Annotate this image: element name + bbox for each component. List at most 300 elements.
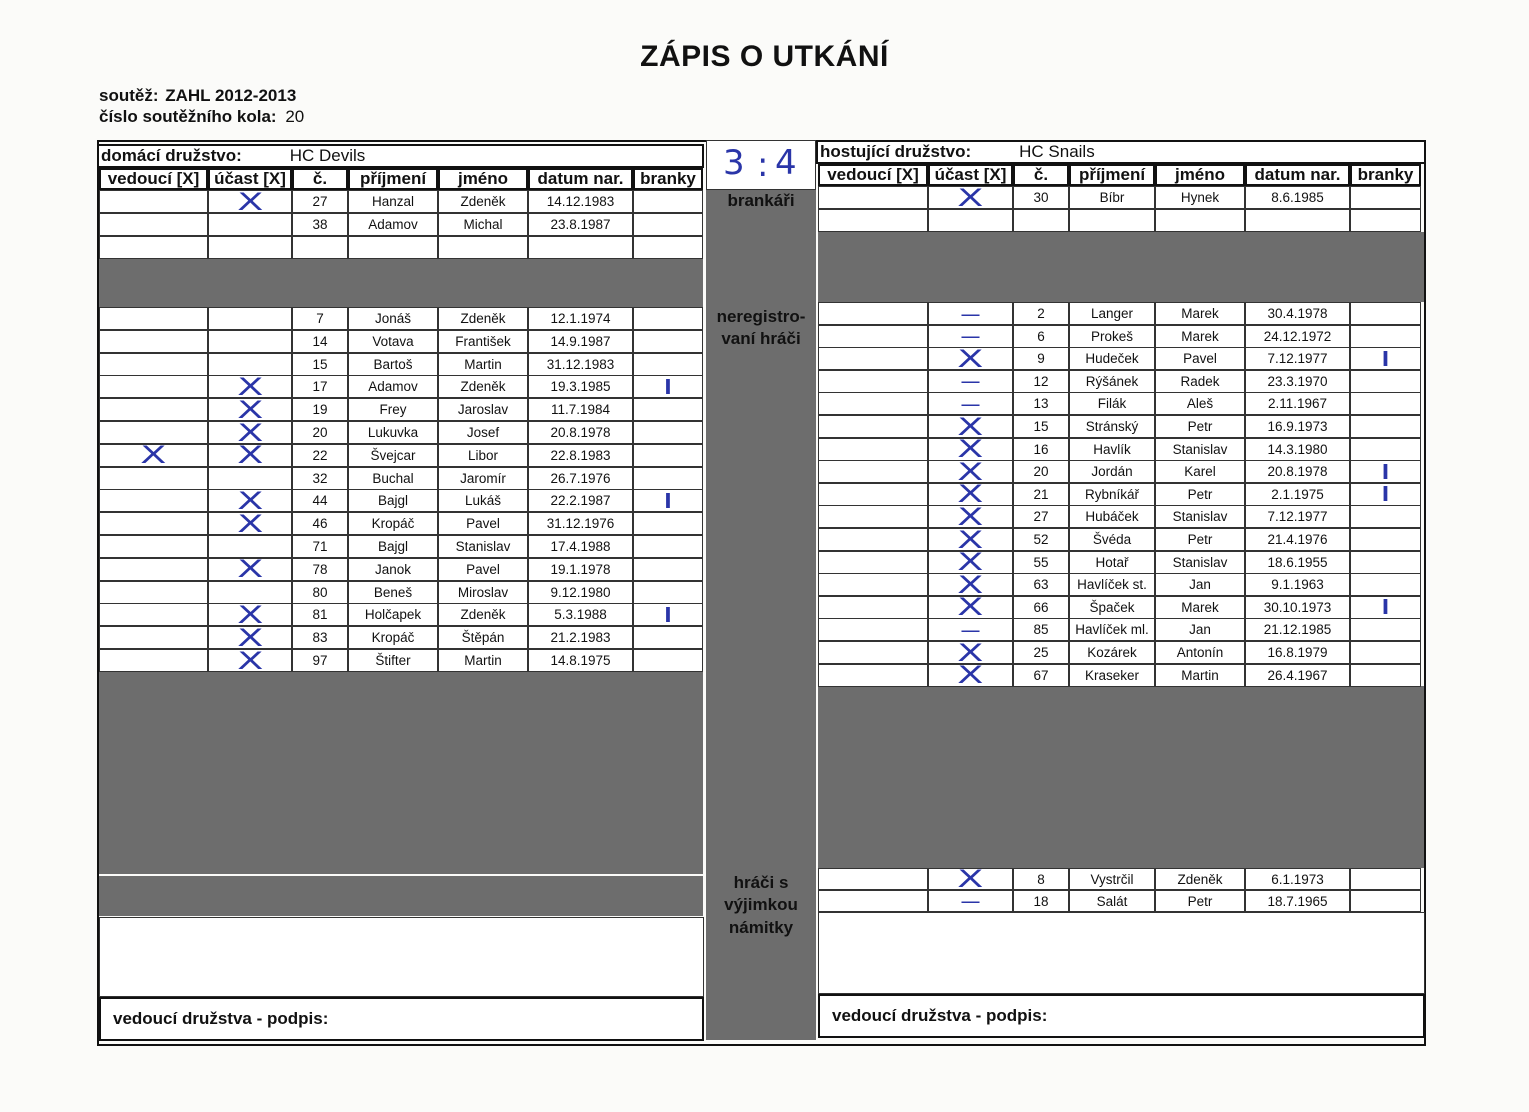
home-signature-box[interactable] [99, 997, 704, 1041]
away-players-goals[interactable] [1350, 302, 1421, 325]
handwritten-mark: — [960, 324, 981, 348]
away-players-number: 15 [1013, 415, 1069, 438]
unregistered-label: neregistro-vaní hráči [716, 307, 806, 348]
round-label: číslo soutěžního kola: [99, 107, 277, 126]
home-players-birth-date: 17.4.1988 [528, 535, 633, 558]
score-box [706, 140, 816, 190]
home-players-first-name: Josef [438, 421, 528, 444]
home-players-goals[interactable] [633, 581, 703, 604]
handwritten-mark: X [236, 626, 264, 650]
home-goalies-leader[interactable] [99, 190, 208, 213]
away-players-first-name: Stanislav [1155, 438, 1245, 461]
away-players-goals[interactable] [1350, 596, 1421, 619]
away-signature-label: vedoucí družstva - podpis: [832, 1006, 1048, 1025]
away-players-participation[interactable] [928, 302, 1013, 325]
away-players-leader[interactable] [818, 415, 928, 438]
handwritten-mark: X [236, 443, 264, 467]
away-goalie-empty-goals[interactable] [1350, 209, 1421, 232]
home-players-participation[interactable] [208, 353, 292, 376]
home-players-leader[interactable] [99, 581, 208, 604]
home-players-leader[interactable] [99, 603, 208, 626]
away-players-birth-date: 24.12.1972 [1245, 325, 1350, 348]
away-players-surname: Kraseker [1069, 664, 1155, 687]
score-home: 3 [723, 143, 745, 183]
objections-label: námitky [728, 918, 794, 937]
away-players-goals[interactable] [1350, 618, 1421, 641]
handwritten-mark: — [960, 302, 981, 325]
handwritten-mark: X [236, 398, 264, 422]
home-players-birth-date: 22.8.1983 [528, 444, 633, 467]
away-exception_players-first-name: Petr [1155, 890, 1245, 912]
home-header-birth-date: datum nar. [528, 168, 633, 190]
away-players-first-name: Karel [1155, 460, 1245, 483]
handwritten-mark: X [236, 421, 264, 444]
away-exception_players-participation[interactable] [928, 890, 1013, 912]
home-gray-band [99, 259, 703, 307]
away-players-number: 16 [1013, 438, 1069, 461]
away-players-goals[interactable] [1350, 483, 1421, 506]
home-players-first-name: Libor [438, 444, 528, 467]
home-players-goals[interactable] [633, 603, 703, 626]
away-players-surname: Prokeš [1069, 325, 1155, 348]
home-goalies-birth-date: 14.12.1983 [528, 190, 633, 213]
away-players-birth-date: 21.12.1985 [1245, 618, 1350, 641]
home-players-first-name: Zdeněk [438, 603, 528, 626]
home-goalie-empty-birth-date[interactable] [528, 236, 633, 259]
handwritten-mark: X [957, 347, 984, 371]
home-players-goals[interactable] [633, 353, 703, 376]
home-players-leader[interactable] [99, 649, 208, 672]
home-players-goals[interactable] [633, 467, 703, 490]
home-players-surname: Adamov [348, 375, 438, 398]
away-players-surname: Hudeček [1069, 347, 1155, 370]
handwritten-mark: I [664, 375, 672, 399]
away-players-participation[interactable] [928, 392, 1013, 415]
away-gray-band [818, 232, 1424, 302]
away-players-surname: Langer [1069, 302, 1155, 325]
handwritten-mark: X [957, 573, 984, 597]
away-players-participation[interactable] [928, 370, 1013, 393]
home-players-birth-date: 12.1.1974 [528, 307, 633, 330]
page-title: ZÁPIS O UTKÁNÍ [640, 40, 889, 73]
home-players-leader[interactable] [99, 535, 208, 558]
away-players-birth-date: 7.12.1977 [1245, 347, 1350, 370]
home-players-number: 19 [292, 398, 348, 421]
handwritten-mark: X [957, 595, 984, 619]
away-players-participation[interactable] [928, 551, 1013, 574]
away-players-leader[interactable] [818, 460, 928, 483]
home-goalies-participation[interactable] [208, 190, 292, 213]
away-players-first-name: Petr [1155, 415, 1245, 438]
away-players-leader[interactable] [818, 573, 928, 596]
home-players-goals[interactable] [633, 307, 703, 330]
away-players-participation[interactable] [928, 596, 1013, 619]
handwritten-mark: X [236, 190, 264, 213]
handwritten-mark: X [957, 186, 984, 209]
home-players-birth-date: 9.12.1980 [528, 581, 633, 604]
home-players-surname: Jonáš [348, 307, 438, 330]
away-players-number: 20 [1013, 460, 1069, 483]
home-players-goals[interactable] [633, 626, 703, 649]
home-team-label: domácí družstvo: [101, 146, 242, 165]
home-players-leader[interactable] [99, 558, 208, 581]
handwritten-mark: X [957, 460, 984, 484]
away-players-participation[interactable] [928, 573, 1013, 596]
away-players-participation[interactable] [928, 618, 1013, 641]
away-players-leader[interactable] [818, 505, 928, 528]
away-players-first-name: Radek [1155, 370, 1245, 393]
away-players-first-name: Marek [1155, 325, 1245, 348]
home-players-surname: Štifter [348, 649, 438, 672]
score-away: 4 [775, 143, 797, 183]
away-players-leader[interactable] [818, 551, 928, 574]
home-header-number: č. [292, 168, 348, 190]
away-players-participation[interactable] [928, 664, 1013, 687]
home-exception-gray [99, 876, 703, 916]
away-goalies-birth-date: 8.6.1985 [1245, 186, 1350, 209]
away-players-first-name: Antonín [1155, 641, 1245, 664]
away-players-birth-date: 2.1.1975 [1245, 483, 1350, 506]
competition-line [99, 86, 296, 106]
home-team-header [97, 144, 704, 168]
away-players-goals[interactable] [1350, 347, 1421, 370]
home-players-leader[interactable] [99, 307, 208, 330]
home-players-leader[interactable] [99, 444, 208, 467]
away-players-birth-date: 20.8.1978 [1245, 460, 1350, 483]
home-players-leader[interactable] [99, 489, 208, 512]
home-players-surname: Kropáč [348, 626, 438, 649]
away-players-goals[interactable] [1350, 505, 1421, 528]
handwritten-mark: — [960, 369, 981, 393]
home-players-goals[interactable] [633, 375, 703, 398]
home-goalie-empty-number[interactable] [292, 236, 348, 259]
away-exception_players-surname: Vystrčil [1069, 868, 1155, 890]
home-header-goals: branky [633, 168, 703, 190]
away-players-birth-date: 14.3.1980 [1245, 438, 1350, 461]
away-players-birth-date: 26.4.1967 [1245, 664, 1350, 687]
away-players-birth-date: 2.11.1967 [1245, 392, 1350, 415]
home-players-number: 17 [292, 375, 348, 398]
handwritten-mark: I [1381, 595, 1390, 619]
away-team-header [816, 140, 1426, 164]
away-players-leader[interactable] [818, 325, 928, 348]
home-players-goals[interactable] [633, 649, 703, 672]
away-players-goals[interactable] [1350, 370, 1421, 393]
home-players-number: 81 [292, 603, 348, 626]
handwritten-mark: X [957, 663, 984, 687]
home-players-birth-date: 14.9.1987 [528, 330, 633, 353]
away-players-first-name: Marek [1155, 302, 1245, 325]
away-players-participation[interactable] [928, 483, 1013, 506]
handwritten-mark: X [236, 512, 264, 536]
away-players-surname: Rybníkář [1069, 483, 1155, 506]
away-players-birth-date: 18.6.1955 [1245, 551, 1350, 574]
away-players-first-name: Jan [1155, 573, 1245, 596]
home-players-number: 80 [292, 581, 348, 604]
home-players-leader[interactable] [99, 512, 208, 535]
away-players-goals[interactable] [1350, 392, 1421, 415]
away-players-first-name: Stanislav [1155, 505, 1245, 528]
home-players-goals[interactable] [633, 512, 703, 535]
home-players-birth-date: 20.8.1978 [528, 421, 633, 444]
home-goalies-surname: Adamov [348, 213, 438, 236]
home-players-surname: Lukuvka [348, 421, 438, 444]
home-goalie-empty-participation[interactable] [208, 236, 292, 259]
away-exception_players-goals[interactable] [1350, 868, 1421, 890]
away-players-goals[interactable] [1350, 573, 1421, 596]
away-players-participation[interactable] [928, 641, 1013, 664]
home-players-birth-date: 19.3.1985 [528, 375, 633, 398]
home-players-participation[interactable] [208, 375, 292, 398]
away-players-birth-date: 7.12.1977 [1245, 505, 1350, 528]
away-signature-box[interactable] [818, 994, 1425, 1038]
home-header-surname: příjmení [348, 168, 438, 190]
home-players-participation[interactable] [208, 421, 292, 444]
handwritten-mark: X [957, 528, 984, 551]
away-players-first-name: Marek [1155, 596, 1245, 619]
home-players-surname: Holčapek [348, 603, 438, 626]
handwritten-mark: — [960, 392, 981, 416]
competition-label: soutěž: [99, 86, 159, 105]
away-exception_players-leader[interactable] [818, 890, 928, 912]
home-goalies-surname: Hanzal [348, 190, 438, 213]
home-players-participation[interactable] [208, 467, 292, 490]
away-goalie-empty-surname[interactable] [1069, 209, 1155, 232]
away-players-number: 63 [1013, 573, 1069, 596]
away-players-goals[interactable] [1350, 415, 1421, 438]
away-players-participation[interactable] [928, 460, 1013, 483]
home-players-participation[interactable] [208, 603, 292, 626]
away-players-first-name: Aleš [1155, 392, 1245, 415]
handwritten-mark: I [1381, 347, 1390, 371]
away-players-number: 12 [1013, 370, 1069, 393]
home-goalies-goals[interactable] [633, 190, 703, 213]
home-players-goals[interactable] [633, 444, 703, 467]
home-objections-box[interactable] [99, 917, 704, 997]
away-players-leader[interactable] [818, 370, 928, 393]
home-players-leader[interactable] [99, 375, 208, 398]
away-exception_players-number: 8 [1013, 868, 1069, 890]
home-team-name: HC Devils [289, 146, 366, 165]
away-players-leader[interactable] [818, 347, 928, 370]
away-players-leader[interactable] [818, 302, 928, 325]
away-players-number: 52 [1013, 528, 1069, 551]
home-players-leader[interactable] [99, 467, 208, 490]
away-players-surname: Hubáček [1069, 505, 1155, 528]
away-players-number: 55 [1013, 551, 1069, 574]
home-players-surname: Buchal [348, 467, 438, 490]
away-players-participation[interactable] [928, 438, 1013, 461]
home-goalies-participation[interactable] [208, 213, 292, 236]
away-players-leader[interactable] [818, 596, 928, 619]
handwritten-mark: X [957, 505, 984, 529]
away-players-surname: Havlíček ml. [1069, 618, 1155, 641]
home-players-surname: Frey [348, 398, 438, 421]
handwritten-mark: I [1381, 460, 1390, 484]
away-players-leader[interactable] [818, 438, 928, 461]
home-players-birth-date: 5.3.1988 [528, 603, 633, 626]
away-players-number: 66 [1013, 596, 1069, 619]
away-players-goals[interactable] [1350, 664, 1421, 687]
away-players-surname: Jordán [1069, 460, 1155, 483]
handwritten-mark: X [957, 482, 984, 506]
away-exception_players-leader[interactable] [818, 868, 928, 890]
away-goalie-empty-number[interactable] [1013, 209, 1069, 232]
away-players-number: 21 [1013, 483, 1069, 506]
away-header-number: č. [1013, 164, 1069, 186]
home-players-number: 15 [292, 353, 348, 376]
home-goalies-first-name: Michal [438, 213, 528, 236]
home-players-surname: Bajgl [348, 489, 438, 512]
home-players-surname: Kropáč [348, 512, 438, 535]
away-goalie-empty-first-name[interactable] [1155, 209, 1245, 232]
home-gray-lower [99, 668, 703, 874]
home-players-leader[interactable] [99, 421, 208, 444]
home-goalie-empty-surname[interactable] [348, 236, 438, 259]
home-players-birth-date: 14.8.1975 [528, 649, 633, 672]
home-players-surname: Švejcar [348, 444, 438, 467]
home-players-leader[interactable] [99, 353, 208, 376]
home-players-participation[interactable] [208, 398, 292, 421]
home-players-number: 20 [292, 421, 348, 444]
home-goalie-empty-first-name[interactable] [438, 236, 528, 259]
handwritten-mark: X [236, 489, 264, 513]
home-players-number: 97 [292, 649, 348, 672]
away-players-goals[interactable] [1350, 438, 1421, 461]
away-players-surname: Švéda [1069, 528, 1155, 551]
home-players-goals[interactable] [633, 398, 703, 421]
away-players-number: 6 [1013, 325, 1069, 348]
home-players-number: 78 [292, 558, 348, 581]
away-players-surname: Špaček [1069, 596, 1155, 619]
away-players-goals[interactable] [1350, 551, 1421, 574]
home-players-goals[interactable] [633, 421, 703, 444]
away-players-leader[interactable] [818, 483, 928, 506]
home-players-birth-date: 21.2.1983 [528, 626, 633, 649]
away-players-participation[interactable] [928, 528, 1013, 551]
home-goalies-goals[interactable] [633, 213, 703, 236]
home-players-number: 7 [292, 307, 348, 330]
home-header-first-name: jméno [438, 168, 528, 190]
home-players-first-name: Jaromír [438, 467, 528, 490]
away-players-number: 9 [1013, 347, 1069, 370]
away-players-goals[interactable] [1350, 528, 1421, 551]
away-players-number: 67 [1013, 664, 1069, 687]
away-exception_players-number: 18 [1013, 890, 1069, 912]
home-header-participation: účast [X] [208, 168, 292, 190]
away-players-birth-date: 9.1.1963 [1245, 573, 1350, 596]
away-players-surname: Hotař [1069, 551, 1155, 574]
home-players-participation[interactable] [208, 444, 292, 467]
home-goalies-number: 27 [292, 190, 348, 213]
away-goalie-empty-participation[interactable] [928, 209, 1013, 232]
away-goalies-participation[interactable] [928, 186, 1013, 209]
away-players-leader[interactable] [818, 618, 928, 641]
home-players-first-name: Pavel [438, 512, 528, 535]
round-line [99, 107, 304, 127]
exception-label: hráči s výjimkou [724, 873, 798, 914]
home-players-goals[interactable] [633, 489, 703, 512]
away-players-leader[interactable] [818, 528, 928, 551]
home-goalies-first-name: Zdeněk [438, 190, 528, 213]
away-players-goals[interactable] [1350, 641, 1421, 664]
away-players-first-name: Stanislav [1155, 551, 1245, 574]
away-players-number: 2 [1013, 302, 1069, 325]
away-goalies-leader[interactable] [818, 186, 928, 209]
home-players-goals[interactable] [633, 558, 703, 581]
home-players-number: 83 [292, 626, 348, 649]
goalies-label: brankáři [727, 191, 795, 210]
away-exception_players-goals[interactable] [1350, 890, 1421, 912]
away-players-participation[interactable] [928, 347, 1013, 370]
away-players-leader[interactable] [818, 641, 928, 664]
away-goalies-surname: Bíbr [1069, 186, 1155, 209]
handwritten-mark: X [957, 415, 984, 438]
away-players-goals[interactable] [1350, 460, 1421, 483]
away-players-leader[interactable] [818, 664, 928, 687]
away-team-label: hostující družstvo: [820, 142, 972, 161]
home-players-leader[interactable] [99, 626, 208, 649]
home-players-participation[interactable] [208, 649, 292, 672]
away-players-first-name: Pavel [1155, 347, 1245, 370]
home-goalie-empty-goals[interactable] [633, 236, 703, 259]
away-goalies-goals[interactable] [1350, 186, 1421, 209]
home-header-leader: vedoucí [X] [99, 168, 208, 190]
away-goalie-empty-birth-date[interactable] [1245, 209, 1350, 232]
away-players-first-name: Martin [1155, 664, 1245, 687]
away-players-goals[interactable] [1350, 325, 1421, 348]
away-players-birth-date: 30.10.1973 [1245, 596, 1350, 619]
home-players-number: 32 [292, 467, 348, 490]
home-players-participation[interactable] [208, 581, 292, 604]
home-players-participation[interactable] [208, 489, 292, 512]
away-goalie-empty-leader[interactable] [818, 209, 928, 232]
home-players-birth-date: 22.2.1987 [528, 489, 633, 512]
home-players-leader[interactable] [99, 330, 208, 353]
away-objections-box[interactable] [818, 912, 1425, 994]
away-exception_players-surname: Salát [1069, 890, 1155, 912]
score-separator: : [757, 145, 769, 185]
home-players-goals[interactable] [633, 535, 703, 558]
handwritten-mark: X [236, 603, 264, 627]
home-players-participation[interactable] [208, 307, 292, 330]
home-goalies-leader[interactable] [99, 213, 208, 236]
home-players-goals[interactable] [633, 330, 703, 353]
away-header-participation: účast [X] [928, 164, 1013, 186]
home-players-participation[interactable] [208, 558, 292, 581]
away-players-participation[interactable] [928, 415, 1013, 438]
away-players-participation[interactable] [928, 505, 1013, 528]
away-players-participation[interactable] [928, 325, 1013, 348]
away-exception_players-participation[interactable] [928, 868, 1013, 890]
home-players-participation[interactable] [208, 535, 292, 558]
home-players-participation[interactable] [208, 512, 292, 535]
handwritten-mark: X [236, 557, 264, 581]
away-goalies-number: 30 [1013, 186, 1069, 209]
home-goalies-birth-date: 23.8.1987 [528, 213, 633, 236]
away-players-birth-date: 23.3.1970 [1245, 370, 1350, 393]
home-players-participation[interactable] [208, 626, 292, 649]
home-players-surname: Bartoš [348, 353, 438, 376]
home-players-participation[interactable] [208, 330, 292, 353]
home-players-surname: Votava [348, 330, 438, 353]
away-players-leader[interactable] [818, 392, 928, 415]
home-goalie-empty-leader[interactable] [99, 236, 208, 259]
home-players-birth-date: 31.12.1976 [528, 512, 633, 535]
home-players-first-name: Zdeněk [438, 307, 528, 330]
home-players-leader[interactable] [99, 398, 208, 421]
away-header-goals: branky [1350, 164, 1421, 186]
